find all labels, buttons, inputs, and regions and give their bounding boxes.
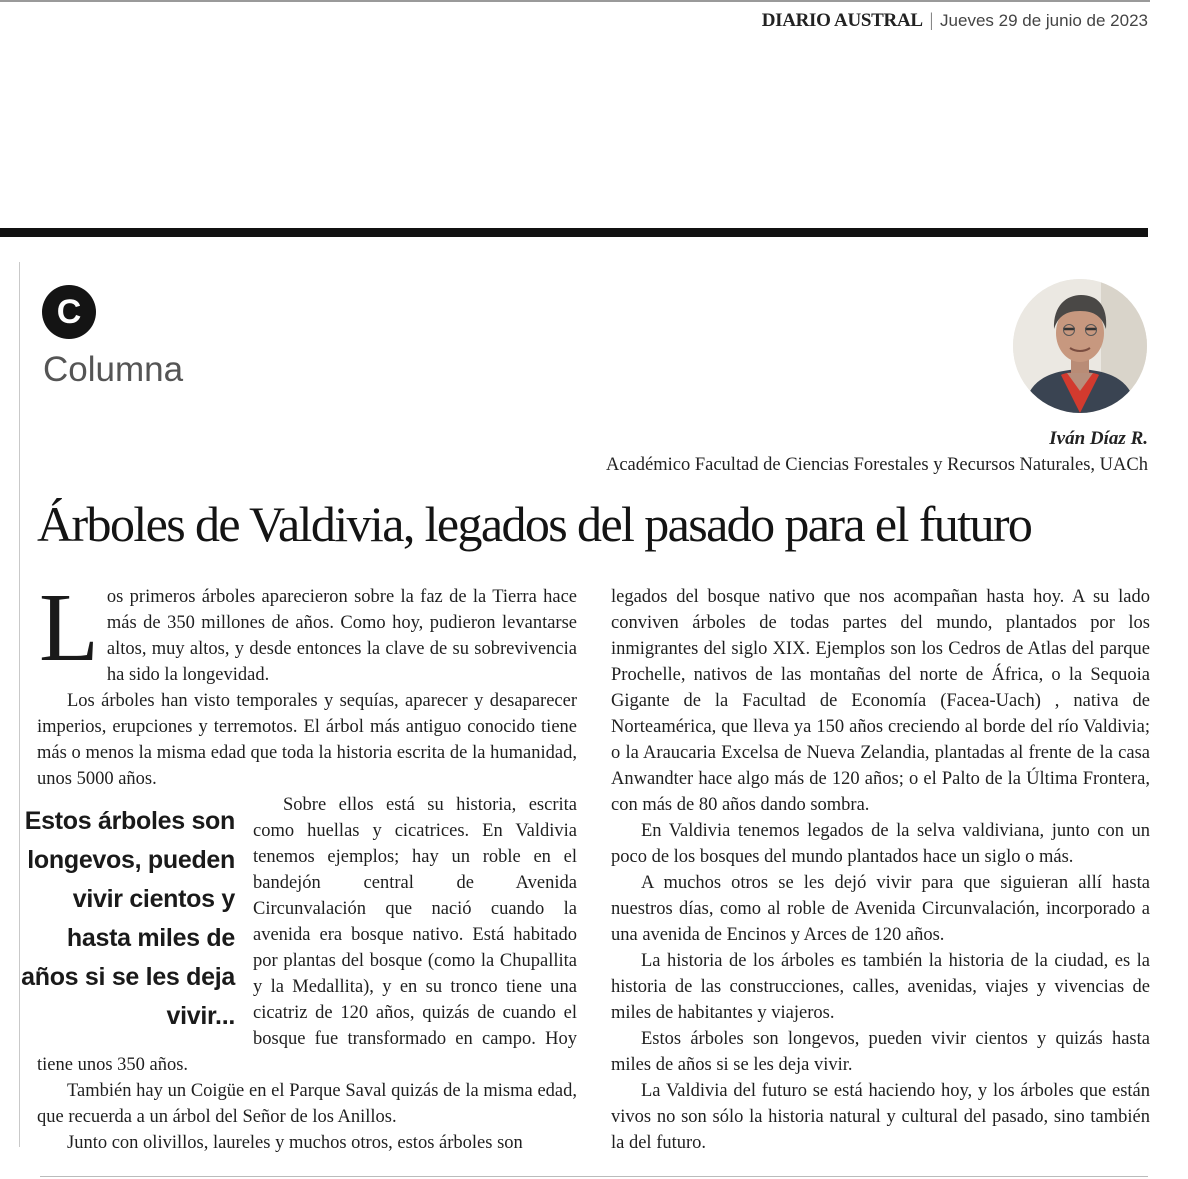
article-column-left [21, 574, 577, 1156]
masthead [762, 10, 1148, 32]
paragraph: Los árboles han visto temporales y sequías, aparecer y desaparecer imperios, erupciones y terremotos. El árbol más antiguo conocido tiene más o menos la misma edad que toda la historia escrita de la humanidad, unos 5000 años. [37, 691, 577, 789]
section-divider [0, 228, 1148, 237]
paragraph: Estos árboles son longevos, pueden vivir cientos y quizás hasta miles de años si se les deja vivir. [611, 1029, 1150, 1075]
paragraph: La historia de los árboles es también la historia de la ciudad, es la historia de las construcciones, calles, avenidas, viajes y vivencias de miles de habitantes y viajeros. [611, 951, 1150, 1023]
paragraph: A muchos otros se les dejó vivir para que siguieran allí hasta nuestros días, como al roble de Avenida Circunvalación, incorporado a una avenida de Encinos y Arces de 120 años. [611, 873, 1150, 945]
paragraph: En Valdivia tenemos legados de la selva valdiviana, junto con un poco de los bosques del mundo plantados hace un siglo o más. [611, 821, 1150, 867]
pull-quote: Estos árboles son longevos, pueden vivir cientos y hasta miles de años si se les deja vivir... [21, 807, 235, 1030]
article-column-right [611, 584, 1150, 1156]
paragraph: También hay un Coigüe en el Parque Saval quizás de la misma edad, que recuerda a un árbol del Señor de los Anillos. [37, 1081, 577, 1127]
author-photo [1013, 279, 1147, 413]
masthead-separator: | [929, 10, 934, 31]
headline: Árboles de Valdivia, legados del pasado para el futuro [37, 496, 1032, 552]
column-badge-icon: C [42, 285, 96, 339]
top-rule [0, 0, 1150, 2]
drop-cap: L [39, 574, 99, 682]
newspaper-name: DIARIO AUSTRAL [761, 10, 923, 31]
publication-date: Jueves 29 de junio de 2023 [940, 11, 1148, 30]
bottom-rule [40, 1176, 1148, 1177]
paragraph: legados del bosque nativo que nos acompañan hasta hoy. A su lado conviven árboles de todas partes del mundo, plantados por los inmigrantes del siglo XIX. Ejemplos son los Cedros de Atlas del parque Prochelle, nativos de las montañas del norte de África, o la Sequoia Gigante de la Facultad de Economía (Facea-Uach) , nativa de Norteamérica, que lleva ya 150 años creciendo al borde del río Valdivia; o la Araucaria Excelsa de Nueva Zelandia, plantadas al frente de la casa Anwandter hace algo más de 120 años; o el Palto de la Última Frontera, con más de 80 años dando sombra. [611, 587, 1150, 815]
paragraph-text: os primeros árboles aparecieron sobre la faz de la Tierra hace más de 350 millones de años. Como hoy, pudieron levantarse altos, muy altos, y desde entonces la clave de su sobrevivencia ha sido la longevidad. [106, 587, 577, 685]
paragraph: Junto con olivillos, laureles y muchos otros, estos árboles son [67, 1133, 523, 1153]
paragraph: Sobre ellos está su historia, escrita como huellas y cicatrices. En Valdivia tenemos ejemplos; hay un roble en el bandejón central de Avenida Circunvalación que nació cuando la avenida era bosque nativo. Está habitado por plantas del bosque (como la Chupallita y la Medallita), y en su tronco tiene una cicatriz de 120 años, quizás de cuando el bosque fue transformado en campo. Hoy tiene unos 350 años. [37, 795, 577, 1075]
paragraph [37, 574, 577, 688]
paragraph: La Valdivia del futuro se está haciendo hoy, y los árboles que están vivos no son sólo la historia natural y cultural del pasado, sino también la del futuro. [611, 1081, 1150, 1153]
section-label: Columna [43, 350, 184, 389]
author-name: Iván Díaz R. [1049, 428, 1148, 449]
author-affiliation: Académico Facultad de Ciencias Forestales y Recursos Naturales, UACh [605, 455, 1148, 475]
